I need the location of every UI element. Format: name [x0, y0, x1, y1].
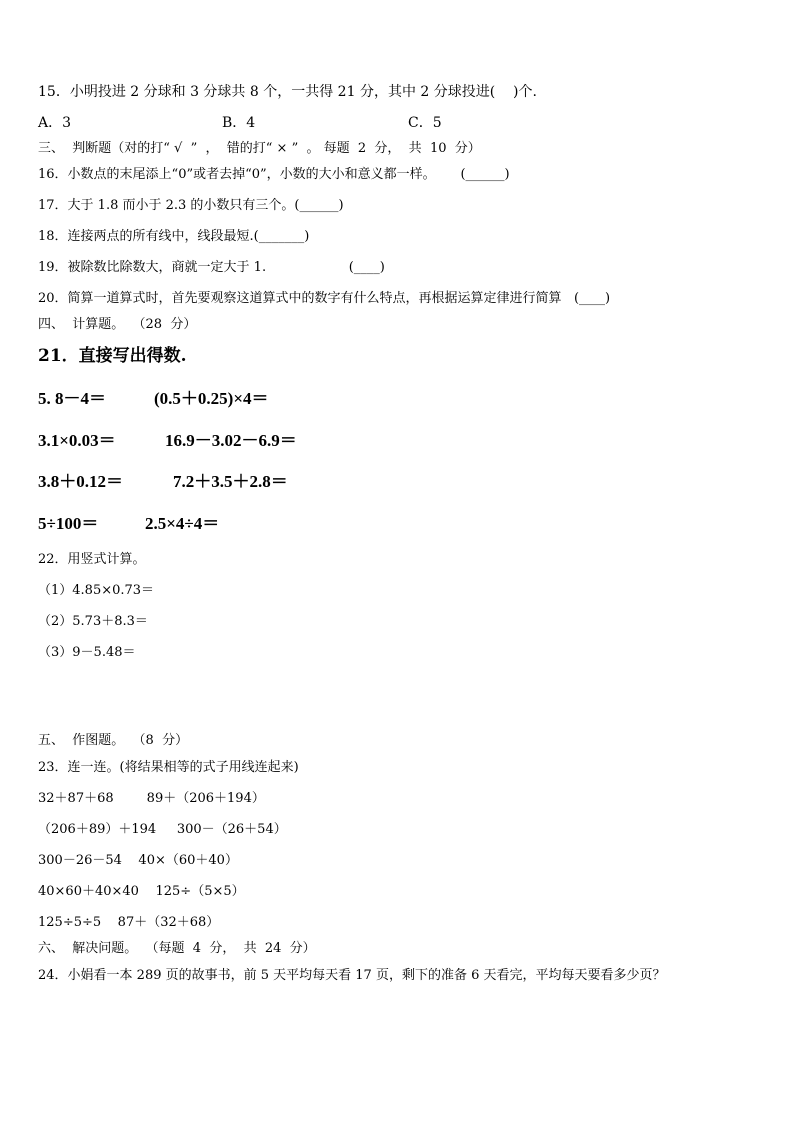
- question-21-title: 21．直接写出得数.: [38, 346, 187, 366]
- question-23-title: 23．连一连。(将结果相等的式子用线连起来): [38, 760, 299, 775]
- calc-item: (0.5＋0.25)×4＝: [154, 389, 269, 408]
- matching-row: （206＋89）＋194 300－（26＋54）: [38, 822, 287, 837]
- section-4-title: 四、 计算题。 （28 分）: [38, 317, 197, 332]
- vertical-calc-item: （3）9－5.48＝: [38, 645, 136, 660]
- section-6-title: 六、 解决问题。 （每题 4 分， 共 24 分）: [38, 941, 316, 956]
- question-15-option-b: B．4: [222, 115, 256, 131]
- calc-item: 2.5×4÷4＝: [145, 514, 220, 533]
- question-15-option-c: C．5: [408, 115, 442, 131]
- calc-item: 7.2＋3.5＋2.8＝: [173, 472, 288, 491]
- calc-item: 5. 8－4＝: [38, 389, 106, 408]
- calc-item: 16.9－3.02－6.9＝: [165, 431, 297, 450]
- matching-row: 40×60＋40×40 125÷（5×5）: [38, 884, 245, 899]
- calc-item: 5÷100＝: [38, 514, 99, 533]
- vertical-calc-item: （2）5.73＋8.3＝: [38, 614, 148, 629]
- question-15-stem: 15．小明投进 2 分球和 3 分球共 8 个，一共得 21 分，其中 2 分球投进( )个.: [38, 84, 537, 100]
- question-16: 16．小数点的末尾添上“0”或者去掉“0”，小数的大小和意义都一样。 (______): [38, 167, 510, 182]
- calc-item: 3.1×0.03＝: [38, 431, 116, 450]
- section-3-title: 三、 判断题（对的打“ √ ” ， 错的打“ × ” 。 每题 2 分， 共 10 分）: [38, 141, 481, 156]
- matching-row: 32＋87＋68 89＋（206＋194）: [38, 791, 265, 806]
- vertical-calc-item: （1）4.85×0.73＝: [38, 583, 155, 598]
- matching-row: 125÷5÷5 87＋（32＋68）: [38, 915, 220, 930]
- question-17: 17．大于 1.8 而小于 2.3 的小数只有三个。(______): [38, 198, 344, 213]
- question-18: 18．连接两点的所有线中，线段最短.(_______): [38, 229, 310, 244]
- question-15-option-a: A．3: [38, 115, 72, 131]
- question-20: 20．简算一道算式时，首先要观察这道算式中的数字有什么特点，再根据运算定律进行简算 (____): [38, 291, 611, 306]
- matching-row: 300－26－54 40×（60＋40）: [38, 853, 238, 868]
- calc-item: 3.8＋0.12＝: [38, 472, 123, 491]
- section-5-title: 五、 作图题。 （8 分）: [38, 733, 189, 748]
- question-24: 24．小娟看一本 289 页的故事书，前 5 天平均每天看 17 页，剩下的准备 6 天看完，平均每天要看多少页？: [38, 968, 666, 983]
- question-19: 19．被除数比除数大，商就一定大于 1. (____): [38, 260, 385, 275]
- question-22-title: 22．用竖式计算。: [38, 552, 146, 567]
